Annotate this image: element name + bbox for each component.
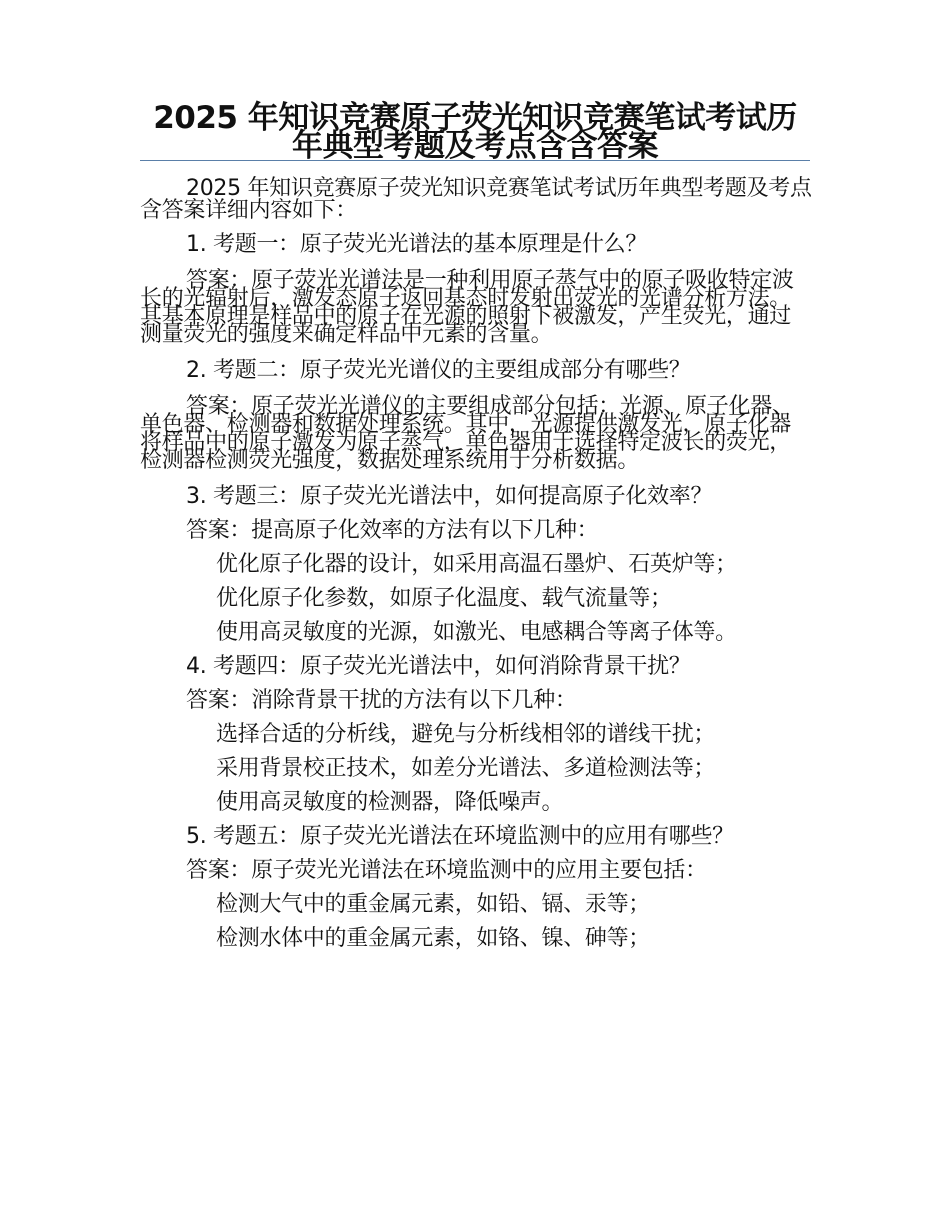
answer-5: 答案：原子荧光光谱法在环境监测中的应用主要包括： bbox=[186, 858, 707, 883]
answer-3: 答案：提高原子化效率的方法有以下几种： bbox=[186, 518, 599, 543]
title-underline bbox=[140, 160, 810, 161]
question-4: 4. 考题四：原子荧光光谱法中，如何消除背景干扰？ bbox=[186, 654, 691, 679]
answer-3-item-2: 优化原子化参数，如原子化温度、载气流量等； bbox=[216, 586, 672, 611]
answer-5-item-2: 检测水体中的重金属元素，如铬、镍、砷等； bbox=[216, 926, 651, 951]
intro-paragraph: 2025 年知识竞赛原子荧光知识竞赛笔试考试历年典型考题及考点含答案详细内容如下： bbox=[140, 176, 812, 223]
answer-4-item-3: 使用高灵敏度的检测器，降低噪声。 bbox=[216, 790, 564, 815]
answer-1: 答案：原子荧光光谱法是一种利用原子蒸气中的原子吸收特定波长的光辐射后，激发态原子返回基态时发射出荧光的光谱分析方法。其基本原理是样品中的原子在光源的照射下被激发，产生荧光，通过测量荧光的强度来确定样品中元素的含量。 bbox=[140, 268, 794, 347]
document-title: 2025 年知识竞赛原子荧光知识竞赛笔试考试历年典型考题及考点含含答案 bbox=[153, 100, 797, 164]
answer-4-item-2: 采用背景校正技术，如差分光谱法、多道检测法等； bbox=[216, 756, 716, 781]
answer-4: 答案：消除背景干扰的方法有以下几种： bbox=[186, 688, 577, 713]
answer-3-item-1: 优化原子化器的设计，如采用高温石墨炉、石英炉等； bbox=[216, 552, 737, 577]
answer-5-item-1: 检测大气中的重金属元素，如铅、镉、汞等； bbox=[216, 892, 651, 917]
question-3: 3. 考题三：原子荧光光谱法中，如何提高原子化效率？ bbox=[186, 484, 713, 509]
answer-3-item-3: 使用高灵敏度的光源，如激光、电感耦合等离子体等。 bbox=[216, 620, 737, 645]
document-body bbox=[140, 178, 812, 950]
answer-4-item-1: 选择合适的分析线，避免与分析线相邻的谱线干扰； bbox=[216, 722, 716, 747]
question-5: 5. 考题五：原子荧光光谱法在环境监测中的应用有哪些？ bbox=[186, 824, 734, 849]
question-1: 1. 考题一：原子荧光光谱法的基本原理是什么？ bbox=[186, 232, 648, 257]
answer-2: 答案：原子荧光光谱仪的主要组成部分包括：光源、原子化器、单色器、检测器和数据处理系统。其中，光源提供激发光，原子化器将样品中的原子激发为原子蒸气，单色器用于选择特定波长的荧光，检测器检测荧光强度，数据处理系统用于分析数据。 bbox=[140, 394, 794, 473]
question-2: 2. 考题二：原子荧光光谱仪的主要组成部分有哪些？ bbox=[186, 358, 691, 383]
